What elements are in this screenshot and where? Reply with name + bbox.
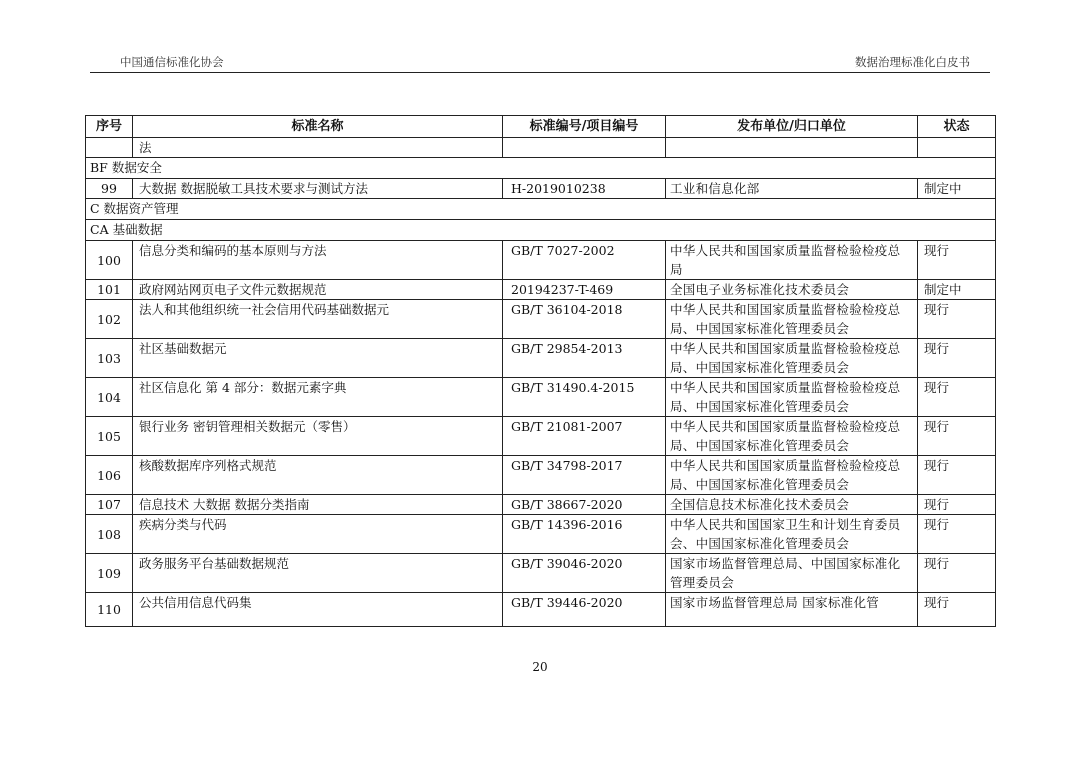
row-name: 公共信用信息代码集 [133, 593, 503, 627]
row-name: 银行业务 密钥管理相关数据元（零售） [133, 417, 503, 456]
row-org: 中华人民共和国国家质量监督检验检疫总局、中国国家标准化管理委员会 [666, 456, 918, 495]
row-name: 政府网站网页电子文件元数据规范 [133, 280, 503, 300]
section-row [86, 220, 996, 241]
table-row [86, 179, 996, 199]
row-org: 中华人民共和国国家质量监督检验检疫总局、中国国家标准化管理委员会 [666, 417, 918, 456]
row-no: 99 [86, 179, 133, 199]
row-code: GB/T 14396-2016 [503, 515, 666, 554]
row-code: GB/T 38667-2020 [503, 495, 666, 515]
row-no: 105 [86, 417, 133, 456]
row-org: 中华人民共和国国家质量监督检验检疫总局、中国国家标准化管理委员会 [666, 300, 918, 339]
row-status: 现行 [918, 241, 996, 280]
row-org [666, 138, 918, 158]
col-header-org: 发布单位/归口单位 [666, 116, 918, 138]
row-status [918, 138, 996, 158]
table-row [86, 378, 996, 417]
col-header-status: 状态 [918, 116, 996, 138]
table-row [86, 593, 996, 627]
col-header-name: 标准名称 [133, 116, 503, 138]
row-name: 社区信息化 第 4 部分：数据元素字典 [133, 378, 503, 417]
table-row [86, 495, 996, 515]
row-name: 大数据 数据脱敏工具技术要求与测试方法 [133, 179, 503, 199]
table-row [86, 300, 996, 339]
row-name: 法人和其他组织统一社会信用代码基础数据元 [133, 300, 503, 339]
row-code: GB/T 29854-2013 [503, 339, 666, 378]
table-row [86, 456, 996, 495]
row-no: 103 [86, 339, 133, 378]
row-no: 107 [86, 495, 133, 515]
table-row [86, 241, 996, 280]
row-code [503, 138, 666, 158]
section-row [86, 199, 996, 220]
row-org: 工业和信息化部 [666, 179, 918, 199]
section-title: C 数据资产管理 [86, 199, 996, 220]
header-doc-title: 数据治理标准化白皮书 [855, 55, 970, 69]
row-status: 制定中 [918, 179, 996, 199]
row-status: 现行 [918, 554, 996, 593]
row-no: 109 [86, 554, 133, 593]
row-no: 106 [86, 456, 133, 495]
standards-table [85, 115, 996, 627]
row-status: 现行 [918, 456, 996, 495]
table-row [86, 554, 996, 593]
row-org: 中华人民共和国国家质量监督检验检疫总局、中国国家标准化管理委员会 [666, 339, 918, 378]
row-org: 中华人民共和国国家质量监督检验检疫总局 [666, 241, 918, 280]
row-name: 法 [133, 138, 503, 158]
row-status: 制定中 [918, 280, 996, 300]
row-code: GB/T 21081-2007 [503, 417, 666, 456]
row-code: GB/T 39446-2020 [503, 593, 666, 627]
row-status: 现行 [918, 378, 996, 417]
row-name: 政务服务平台基础数据规范 [133, 554, 503, 593]
table-row [86, 515, 996, 554]
row-code: GB/T 31490.4-2015 [503, 378, 666, 417]
row-org: 全国电子业务标准化技术委员会 [666, 280, 918, 300]
row-no [86, 138, 133, 158]
row-no: 102 [86, 300, 133, 339]
row-status: 现行 [918, 339, 996, 378]
row-name: 核酸数据库序列格式规范 [133, 456, 503, 495]
row-no: 100 [86, 241, 133, 280]
section-title: BF 数据安全 [86, 158, 996, 179]
row-code: GB/T 39046-2020 [503, 554, 666, 593]
table-row [86, 280, 996, 300]
row-status: 现行 [918, 495, 996, 515]
row-no: 104 [86, 378, 133, 417]
row-code: H-2019010238 [503, 179, 666, 199]
row-name: 信息技术 大数据 数据分类指南 [133, 495, 503, 515]
row-code: 20194237-T-469 [503, 280, 666, 300]
row-code: GB/T 34798-2017 [503, 456, 666, 495]
section-row [86, 158, 996, 179]
row-no: 110 [86, 593, 133, 627]
row-name: 社区基础数据元 [133, 339, 503, 378]
table-row [86, 138, 996, 158]
section-title: CA 基础数据 [86, 220, 996, 241]
row-name: 疾病分类与代码 [133, 515, 503, 554]
col-header-code: 标准编号/项目编号 [503, 116, 666, 138]
row-no: 108 [86, 515, 133, 554]
row-status: 现行 [918, 593, 996, 627]
table-header-row [86, 116, 996, 138]
table-row [86, 417, 996, 456]
row-org: 中华人民共和国国家质量监督检验检疫总局、中国国家标准化管理委员会 [666, 378, 918, 417]
page-header [90, 52, 990, 73]
row-org: 国家市场监督管理总局、中国国家标准化管理委员会 [666, 554, 918, 593]
row-org: 国家市场监督管理总局 国家标准化管 [666, 593, 918, 627]
header-org-name: 中国通信标准化协会 [120, 55, 224, 69]
table-row [86, 339, 996, 378]
row-status: 现行 [918, 300, 996, 339]
row-org: 中华人民共和国国家卫生和计划生育委员会、中国国家标准化管理委员会 [666, 515, 918, 554]
row-org: 全国信息技术标准化技术委员会 [666, 495, 918, 515]
row-name: 信息分类和编码的基本原则与方法 [133, 241, 503, 280]
row-code: GB/T 36104-2018 [503, 300, 666, 339]
page-number: 20 [532, 660, 548, 674]
row-status: 现行 [918, 515, 996, 554]
row-status: 现行 [918, 417, 996, 456]
col-header-no: 序号 [86, 116, 133, 138]
row-code: GB/T 7027-2002 [503, 241, 666, 280]
row-no: 101 [86, 280, 133, 300]
